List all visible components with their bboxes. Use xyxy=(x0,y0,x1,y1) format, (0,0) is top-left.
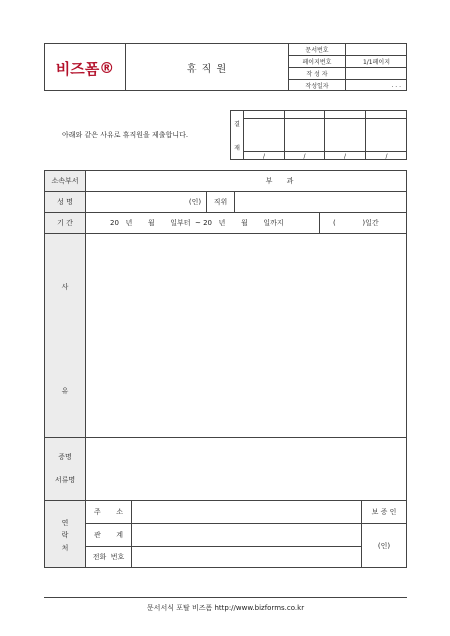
footer-divider xyxy=(44,597,407,598)
footer-text: 문서서식 포탈 비즈폼 http://www.bizforms.co.kr xyxy=(146,604,305,612)
reason-label-2: 유 xyxy=(61,387,69,395)
contact-label-1: 연 xyxy=(61,519,69,527)
submission-statement: 아래와 같은 사유로 휴직원을 제출합니다. xyxy=(62,131,189,139)
proof-label-2: 서류명 xyxy=(54,476,76,484)
relation-field[interactable] xyxy=(132,524,361,546)
approval-label-bottom: 재 xyxy=(234,144,240,152)
period-label: 기 간 xyxy=(57,219,73,227)
brand-logo-text: 비즈폼 xyxy=(55,59,100,78)
reason-textarea[interactable] xyxy=(86,234,406,437)
approval-date-slash-3: / xyxy=(343,152,347,160)
page-title: 휴 직 원 xyxy=(186,63,228,75)
guarantor-seal[interactable]: (인) xyxy=(377,541,391,550)
meta-value-doc-no xyxy=(346,44,407,55)
reason-label-1: 사 xyxy=(61,283,69,291)
contact-label-2: 락 xyxy=(61,531,69,539)
meta-label-date: 작성일자 xyxy=(305,83,329,90)
name-label: 성 명 xyxy=(57,198,73,206)
phone-field[interactable] xyxy=(132,547,361,567)
dept-bu-text: 부 xyxy=(265,177,273,185)
meta-label-author: 작 성 자 xyxy=(306,71,328,78)
approval-date-slash-2: / xyxy=(303,152,306,160)
position-field[interactable] xyxy=(235,192,406,212)
approval-date-slash-4: / xyxy=(385,152,388,160)
proof-label-1: 증명 xyxy=(58,453,72,461)
period-dates[interactable]: 20 년 월 일부터 ~ 20 년 월 일까지 xyxy=(110,219,284,227)
phone-label: 전화 번호 xyxy=(92,553,125,561)
proof-field[interactable] xyxy=(86,438,406,500)
approval-date-slash-1: / xyxy=(262,152,266,160)
guarantor-label: 보 증 인 xyxy=(371,508,397,516)
period-days[interactable]: ( )일간 xyxy=(333,219,379,227)
approval-label-top: 결 xyxy=(234,120,240,128)
name-field[interactable] xyxy=(86,192,186,212)
address-label: 주 소 xyxy=(93,508,124,516)
meta-label-page-no: 페이지번호 xyxy=(302,59,332,66)
dept-field[interactable] xyxy=(86,171,406,191)
meta-value-page-no: 1/1페이지 xyxy=(362,59,391,66)
dept-gwa-text: 과 xyxy=(286,177,294,185)
brand-logo xyxy=(46,55,124,81)
registered-mark: ® xyxy=(99,59,115,77)
meta-value-author xyxy=(346,68,407,79)
position-label: 직위 xyxy=(213,198,228,206)
meta-label-doc-no: 문서번호 xyxy=(305,47,329,54)
name-seal: (인) xyxy=(188,198,202,206)
relation-label: 관 계 xyxy=(93,531,124,539)
meta-value-date: . . . xyxy=(391,82,401,89)
address-field[interactable] xyxy=(132,501,361,523)
contact-label-3: 처 xyxy=(61,544,69,552)
dept-label: 소속부서 xyxy=(51,177,79,185)
